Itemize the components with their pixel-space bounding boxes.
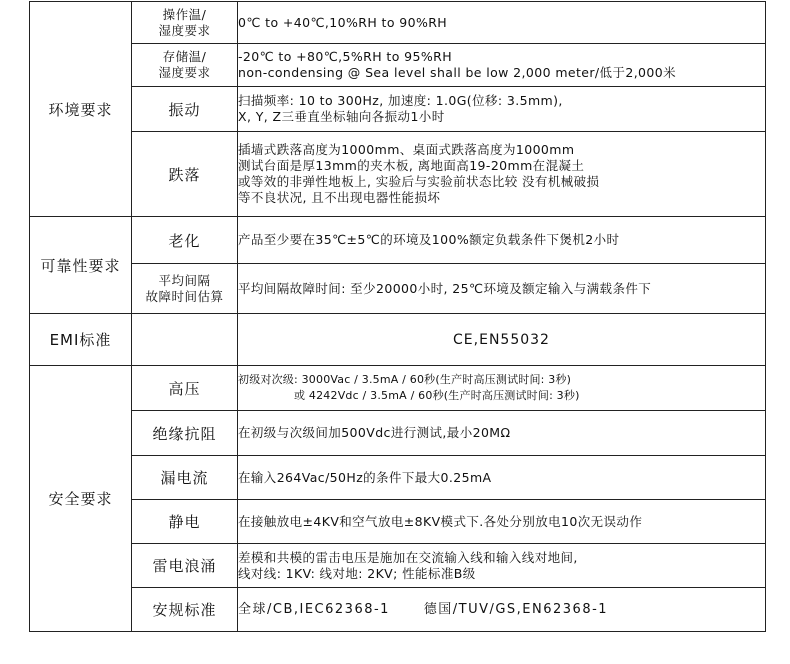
value-storage-temp-humidity [238, 44, 766, 87]
table-row [30, 366, 766, 411]
value-vibration [238, 87, 766, 132]
spec-table [29, 1, 766, 632]
table-row [30, 264, 766, 314]
table-row [30, 217, 766, 264]
table-row [30, 411, 766, 456]
category-reliability: 可靠性要求 [30, 217, 132, 314]
value-emi: CE,EN55032 [238, 314, 766, 366]
value-line: 线对线: 1KV: 线对地: 2KV; 性能标准B级 [238, 565, 476, 581]
item-label-line: 平均间隔 [158, 272, 211, 288]
item-vibration: 振动 [132, 87, 238, 132]
value-line: 或等效的非弹性地板上, 实验后与实验前状态比较 没有机械破损 [238, 174, 600, 189]
item-insulation: 绝缘抗阻 [132, 411, 238, 456]
table-row [30, 87, 766, 132]
table-row [30, 500, 766, 544]
item-label-line: 存储温/ [162, 49, 207, 64]
value-surge [238, 544, 766, 588]
value-mtbf: 平均间隔故障时间: 至少20000小时, 25℃环境及额定输入与满载条件下 [238, 264, 766, 314]
value-insulation: 在初级与次级间加500Vdc进行测试,最小20MΩ [238, 411, 766, 456]
table-row [30, 544, 766, 588]
value-line: 扫描频率: 10 to 300Hz, 加速度: 1.0G(位移: 3.5mm), [238, 93, 563, 108]
item-label-line: 湿度要求 [158, 65, 211, 80]
category-emi: EMI标准 [30, 314, 132, 366]
value-line: 或 4242Vdc / 3.5mA / 60秒(生产时高压测试时间: 3秒) [294, 389, 580, 402]
item-esd: 静电 [132, 500, 238, 544]
value-esd: 在接触放电±4KV和空气放电±8KV模式下.各处分别放电10次无误动作 [238, 500, 766, 544]
value-line: non-condensing @ Sea level shall be low 2,000 meter/低于2,000米 [238, 65, 677, 80]
item-label-line: 操作温/ [162, 6, 207, 22]
item-hipot: 高压 [132, 366, 238, 411]
item-label-line: 湿度要求 [158, 22, 211, 38]
item-drop: 跌落 [132, 132, 238, 217]
item-surge: 雷电浪涌 [132, 544, 238, 588]
value-line: 插墙式跌落高度为1000mm、桌面式跌落高度为1000mm [238, 142, 575, 157]
value-line: -20℃ to +80℃,5%RH to 95%RH [238, 49, 453, 64]
item-leakage: 漏电流 [132, 456, 238, 500]
table-row [30, 132, 766, 217]
table-row [30, 456, 766, 500]
category-environment: 环境要求 [30, 2, 132, 217]
value-aging: 产品至少要在35℃±5℃的环境及100%额定负载条件下煲机2小时 [238, 217, 766, 264]
value-line: 差模和共模的雷击电压是施加在交流输入线和输入线对地间, [238, 549, 578, 565]
value-line: 初级对次级: 3000Vac / 3.5mA / 60秒(生产时高压测试时间: 3秒) [238, 373, 572, 386]
table-row [30, 44, 766, 87]
category-safety: 安全要求 [30, 366, 132, 632]
item-emi-empty [132, 314, 238, 366]
item-aging: 老化 [132, 217, 238, 264]
item-mtbf [132, 264, 238, 314]
table-row [30, 588, 766, 632]
value-line: 测试台面是厚13mm的夹木板, 离地面高19-20mm在混凝土 [238, 158, 585, 173]
item-regulatory: 安规标准 [132, 588, 238, 632]
table-row [30, 2, 766, 44]
table-row [30, 314, 766, 366]
value-line: X, Y, Z三垂直坐标轴向各振动1小时 [238, 109, 445, 124]
value-leakage: 在输入264Vac/50Hz的条件下最大0.25mA [238, 456, 766, 500]
value-hipot [238, 366, 766, 411]
value-operating-temp-humidity: 0℃ to +40℃,10%RH to 90%RH [238, 2, 766, 44]
value-regulatory: 全球/CB,IEC62368-1 德国/TUV/GS,EN62368-1 [238, 588, 766, 632]
item-label-line: 故障时间估算 [145, 288, 224, 304]
item-storage-temp-humidity [132, 44, 238, 87]
value-line: 等不良状况, 且不出现电器性能损坏 [238, 190, 441, 205]
item-operating-temp-humidity [132, 2, 238, 44]
value-drop [238, 132, 766, 217]
